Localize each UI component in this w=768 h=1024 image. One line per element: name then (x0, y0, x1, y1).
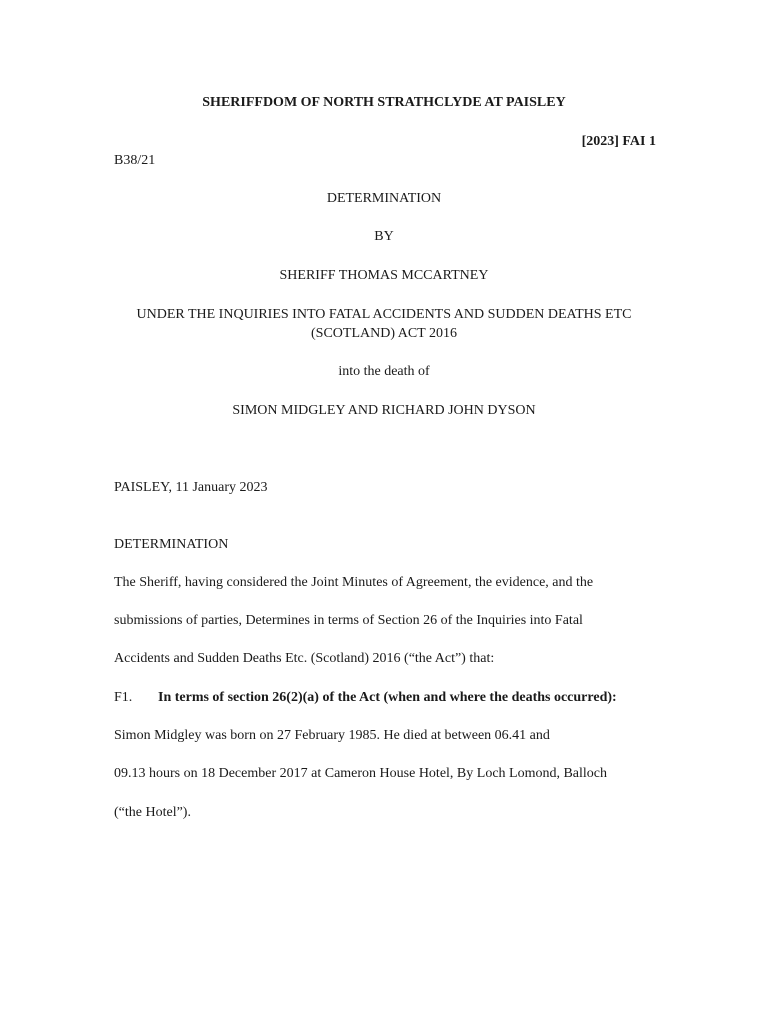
sheriff-name: SHERIFF THOMAS MCCARTNEY (279, 268, 489, 283)
intro-line-2: submissions of parties, Determines in terms of Section 26 of the Inquiries into Fatal (114, 613, 583, 628)
finding-number: F1. (114, 690, 133, 705)
into-death-line: into the death of (338, 364, 430, 379)
section-heading: DETERMINATION (114, 537, 229, 552)
document-title: DETERMINATION (326, 191, 442, 206)
case-reference: B38/21 (114, 153, 156, 168)
place-and-date: PAISLEY, 11 January 2023 (114, 480, 268, 495)
by-line: BY (374, 229, 394, 244)
finding-line-3: (“the Hotel”). (114, 805, 191, 820)
finding-line-2: 09.13 hours on 18 December 2017 at Cameron House Hotel, By Loch Lomond, Balloch (114, 766, 608, 781)
act-title-line-2: (SCOTLAND) ACT 2016 (311, 326, 457, 341)
act-title-line-1: UNDER THE INQUIRIES INTO FATAL ACCIDENTS AND SUDDEN DEATHS ETC (136, 307, 632, 322)
intro-line-3: Accidents and Sudden Deaths Etc. (Scotland) 2016 (“the Act”) that: (114, 651, 495, 666)
finding-line-1: Simon Midgley was born on 27 February 1985. He died at between 06.41 and (114, 728, 550, 743)
court-heading: SHERIFFDOM OF NORTH STRATHCLYDE AT PAISLEY (202, 95, 566, 110)
finding-heading: In terms of section 26(2)(a) of the Act (when and where the deaths occurred): (158, 690, 617, 705)
intro-line-1: The Sheriff, having considered the Joint Minutes of Agreement, the evidence, and the (114, 575, 594, 590)
citation: [2023] FAI 1 (581, 134, 656, 149)
deceased-names: SIMON MIDGLEY AND RICHARD JOHN DYSON (232, 403, 536, 418)
